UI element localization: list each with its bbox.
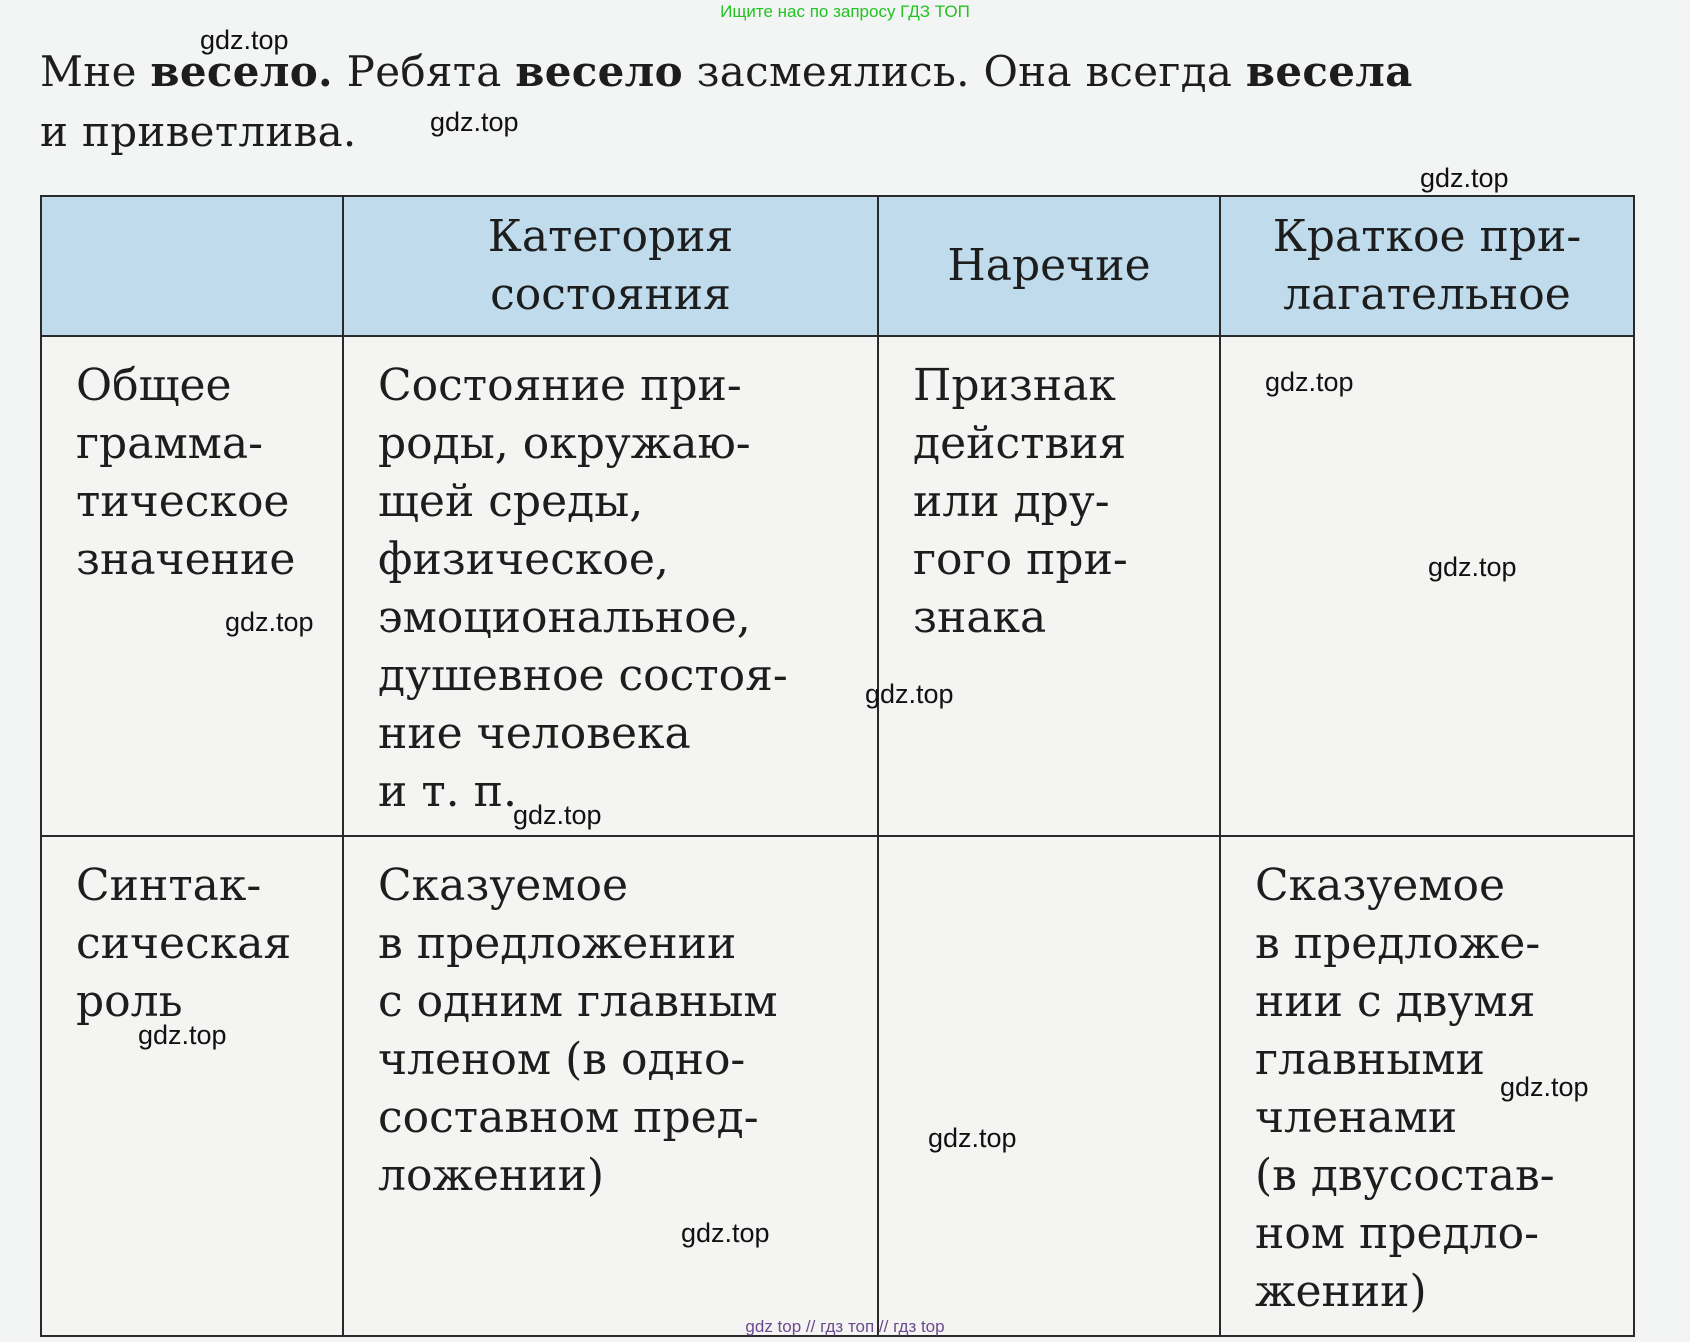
intro-s2-bold: весело: [515, 47, 683, 96]
cell-text-line: ложении): [378, 1150, 605, 1201]
cell-text-line: грамма-: [76, 418, 263, 469]
header-col1: [41, 196, 343, 336]
watermark: gdz.top: [430, 107, 519, 137]
cell-text-line: в предложе-: [1255, 918, 1541, 969]
cell-text-line: Синтак-: [76, 860, 262, 911]
watermark: gdz.top: [865, 679, 954, 709]
cell-text-line: или дру-: [913, 476, 1110, 527]
intro-s2-pre: Ребята: [346, 47, 502, 96]
cell-text-line: душевное состоя-: [378, 650, 788, 701]
header-adverb: [878, 196, 1220, 336]
intro-line2: и приветлива.: [40, 107, 357, 156]
header-short-adjective: [1220, 196, 1634, 336]
cell-text-line: роды, окружаю-: [378, 418, 751, 469]
watermark: gdz.top: [513, 800, 602, 830]
row-syntax-state: [343, 836, 878, 1336]
row-syntax-label: [41, 836, 343, 1336]
intro-s1-word: Мне: [40, 47, 137, 96]
cell-text-line: Признак: [913, 360, 1116, 411]
cell-text-line: гого при-: [913, 534, 1128, 585]
watermark: gdz.top: [1500, 1072, 1589, 1102]
row-meaning-short-adj: [1220, 336, 1634, 836]
table-row-syntax: [41, 836, 1634, 1336]
cell-text-line: и т. п.: [378, 766, 517, 817]
cell-text-line: в предложении: [378, 918, 737, 969]
cell-text-line: главными: [1255, 1034, 1485, 1085]
comparison-table: [40, 195, 1635, 1337]
cell-text-line: значение: [76, 534, 296, 585]
cell-text-line: тическое: [76, 476, 290, 527]
search-banner: Ищите нас по запросу ГДЗ ТОП: [720, 2, 970, 21]
cell-text-line: щей среды,: [378, 476, 644, 527]
cell-text-line: членами: [1255, 1092, 1458, 1143]
watermark: gdz.top: [225, 607, 314, 637]
cell-text-line: физическое,: [378, 534, 669, 585]
cell-text-line: роль: [76, 976, 183, 1027]
watermark: gdz.top: [1420, 163, 1509, 193]
cell-text-line: ние человека: [378, 708, 691, 759]
watermark: gdz.top: [681, 1218, 770, 1248]
cell-text-line: составном пред-: [378, 1092, 759, 1143]
cell-text-line: эмоциональное,: [378, 592, 751, 643]
cell-text-line: ном предло-: [1255, 1208, 1539, 1259]
cell-text-line: Сказуемое: [378, 860, 629, 911]
cell-text-line: Состояние при-: [378, 360, 742, 411]
cell-text-line: Сказуемое: [1255, 860, 1506, 911]
cell-text-line: Категория: [487, 211, 734, 262]
intro-s2-post: засмеялись.: [696, 47, 970, 96]
watermark: gdz.top: [928, 1123, 1017, 1153]
row-meaning-state: [343, 336, 878, 836]
intro-s1-bold: весело.: [150, 47, 333, 96]
intro-text: [40, 42, 1640, 162]
cell-text-line: знака: [913, 592, 1047, 643]
watermark: gdz.top: [200, 25, 289, 55]
watermark: gdz.top: [1265, 367, 1354, 397]
footer-links: gdz top // гдз топ // гдз top: [745, 1317, 945, 1336]
cell-text-line: Краткое при-: [1272, 211, 1582, 262]
row-syntax-adverb: [878, 836, 1220, 1336]
row-meaning-adverb: [878, 336, 1220, 836]
row-meaning-label: [41, 336, 343, 836]
watermark: gdz.top: [138, 1020, 227, 1050]
cell-text-line: состояния: [490, 269, 731, 320]
cell-text-line: с одним главным: [378, 976, 778, 1027]
watermark: gdz.top: [1428, 552, 1517, 582]
cell-text-line: (в двусостав-: [1255, 1150, 1555, 1201]
table-row-meaning: [41, 336, 1634, 836]
cell-text-line: членом (в одно-: [378, 1034, 746, 1085]
cell-text-line: сическая: [76, 918, 292, 969]
intro-s3-pre: Она всегда: [983, 47, 1233, 96]
cell-text-line: Общее: [76, 360, 232, 411]
table-header-row: [41, 196, 1634, 336]
cell-text-line: жении): [1255, 1266, 1427, 1317]
cell-text-line: действия: [913, 418, 1127, 469]
header-category-of-state: [343, 196, 878, 336]
cell-text-line: лагательное: [1283, 269, 1571, 320]
cell-text-line: Наречие: [947, 240, 1151, 291]
intro-s3-bold: весела: [1245, 47, 1413, 96]
cell-text-line: нии с двумя: [1255, 976, 1536, 1027]
